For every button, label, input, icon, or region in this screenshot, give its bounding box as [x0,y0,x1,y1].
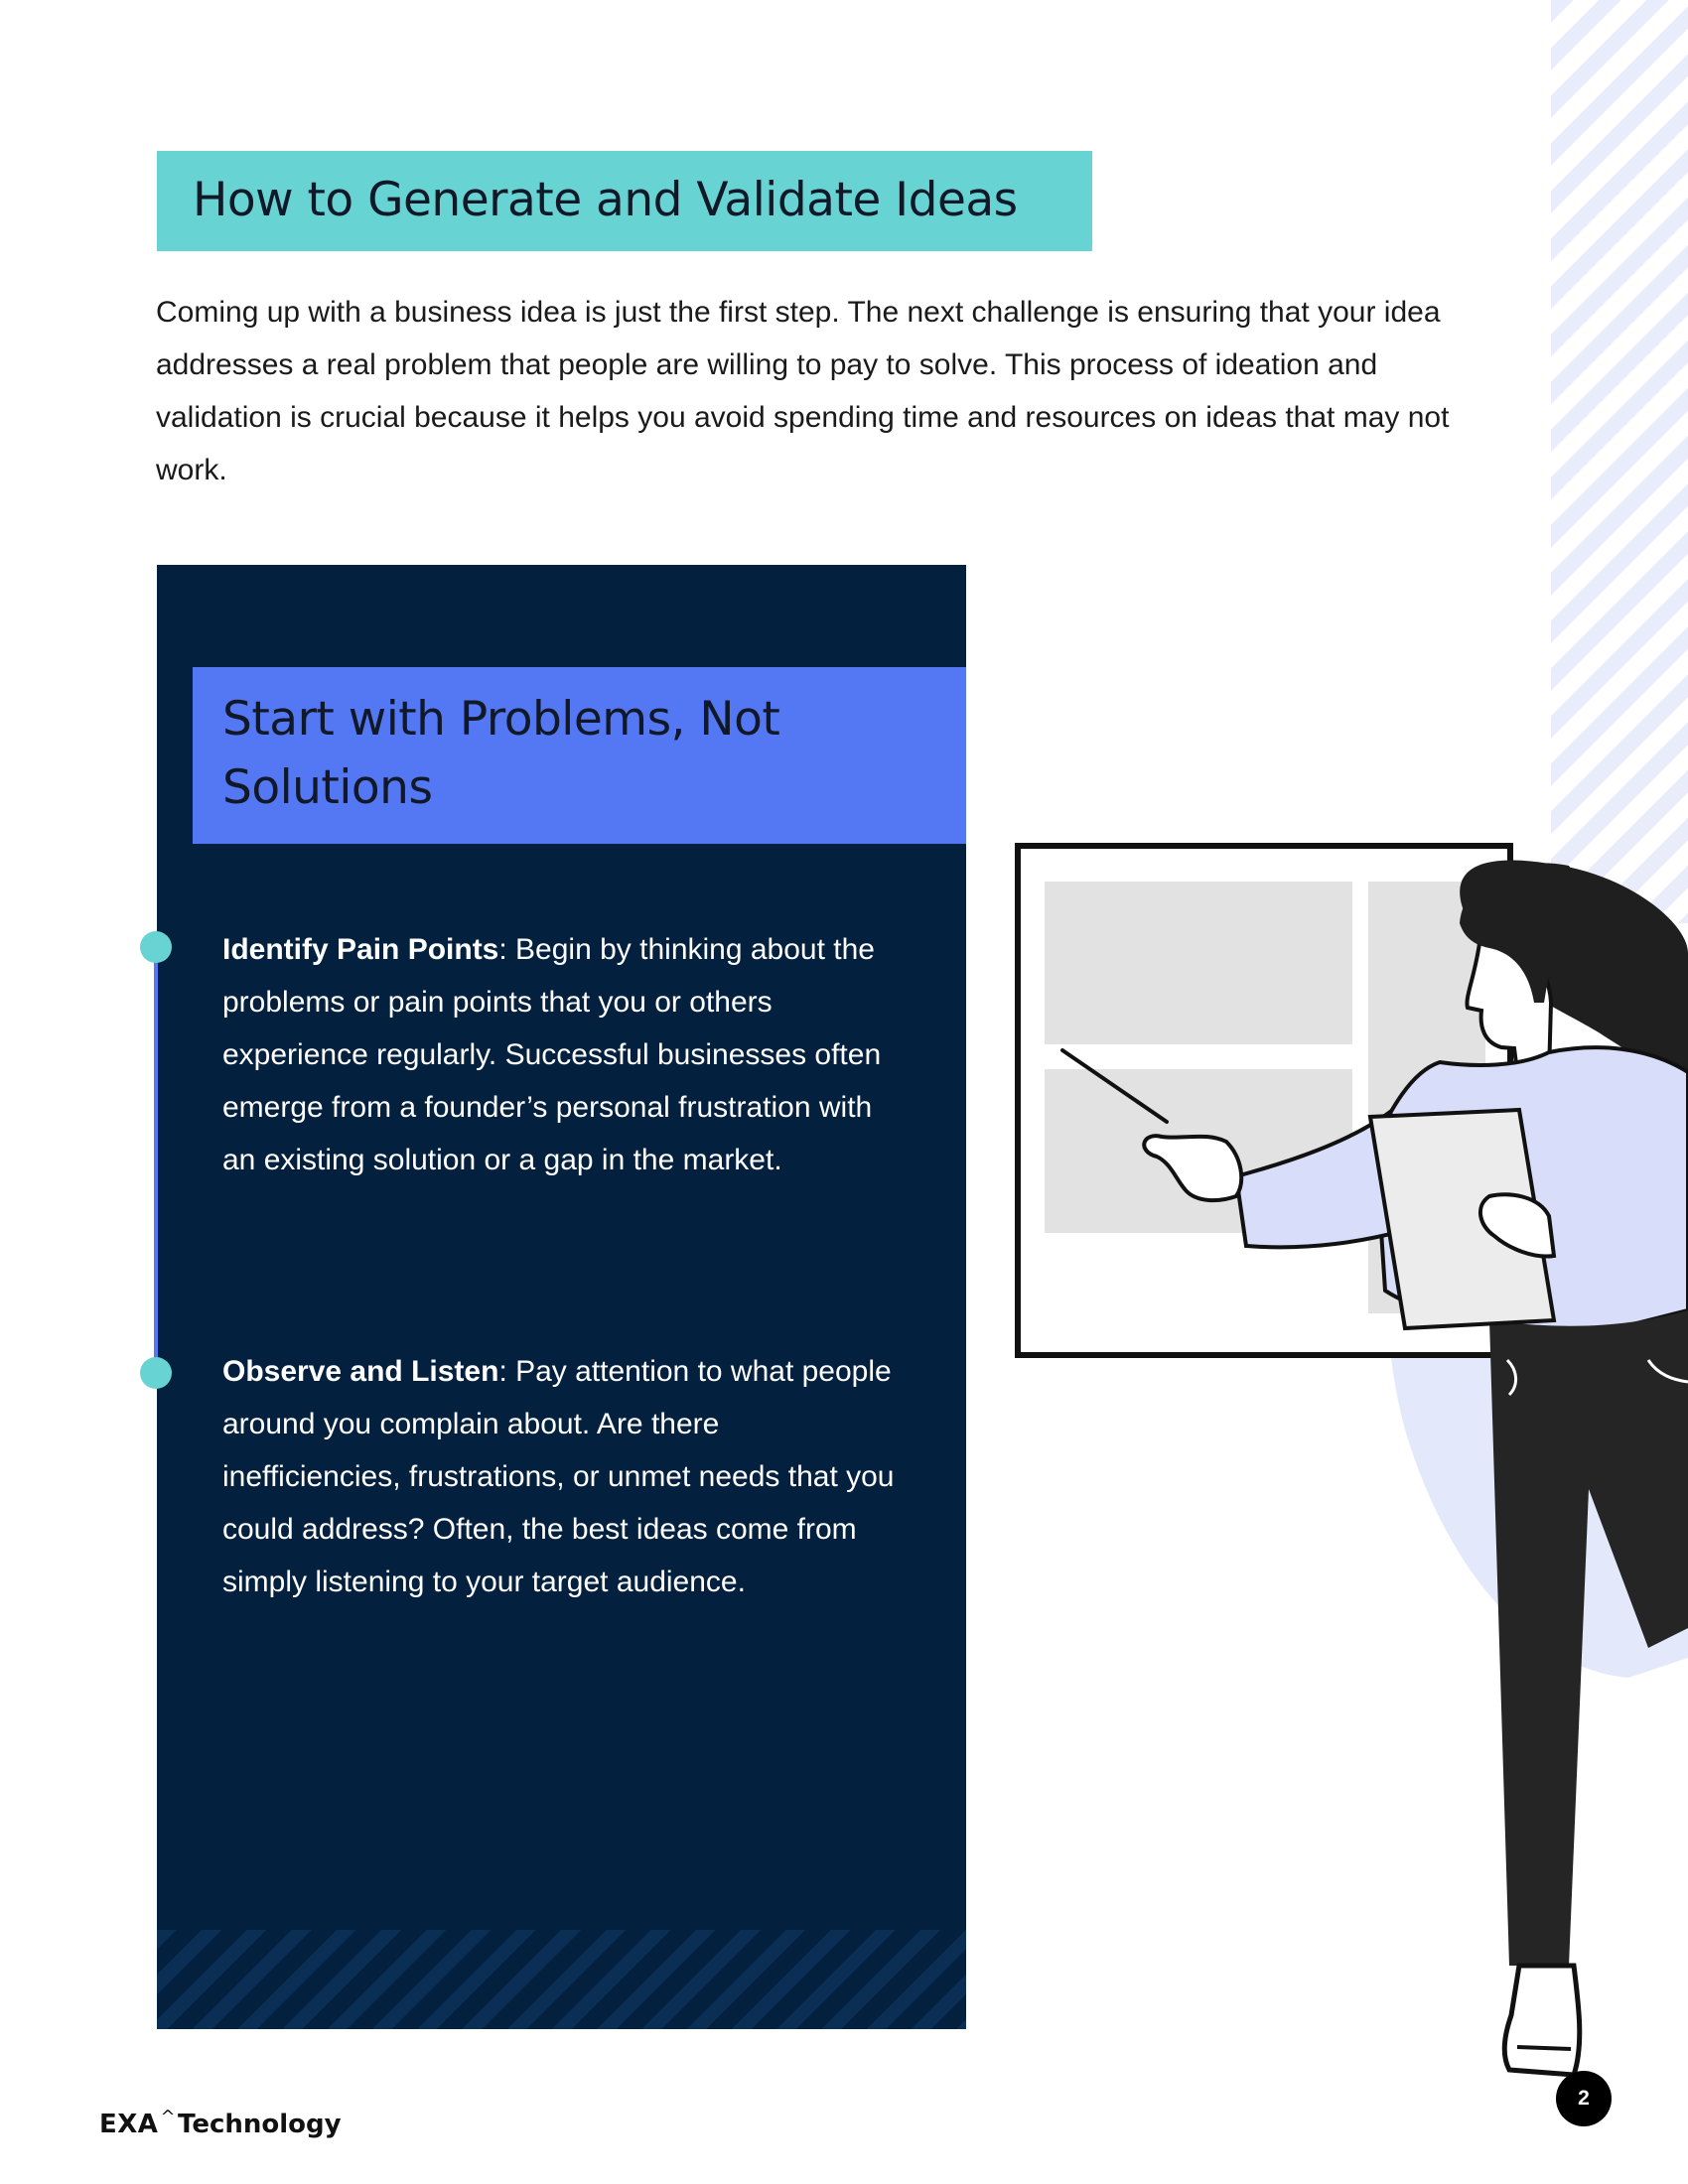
company-logo [99,2107,342,2139]
point-text: : Begin by thinking about the problems or pain points that you or others experience regularly. Successful businesses often emerge from a founder’s personal frustration with an existing solution or a gap in the market. [222,933,882,1176]
logo-hat: ^ [160,2107,177,2127]
page-number: 2 [1556,2071,1612,2126]
section-title: Start with Problems, Not Solutions [222,692,780,815]
intro-paragraph: Coming up with a business idea is just the first step. The next challenge is ensuring that your idea addresses a real problem that people are willing to pay to solve. This process of ideation and validation is crucial because it helps you avoid spending time and resources on ideas that may not work. [156,296,1450,486]
page-title: How to Generate and Validate Ideas [193,173,1018,227]
point-label: Identify Pain Points [222,933,499,966]
logo-part-left: EXA [99,2110,159,2139]
point-label: Observe and Listen [222,1355,499,1388]
logo-part-right: Technology [178,2110,342,2139]
point-text: : Pay attention to what people around you complain about. Are there inefficiencies, frustrations, or unmet needs that you could address? Often, the best ideas come from simply listening to your target audience. [222,1355,895,1598]
